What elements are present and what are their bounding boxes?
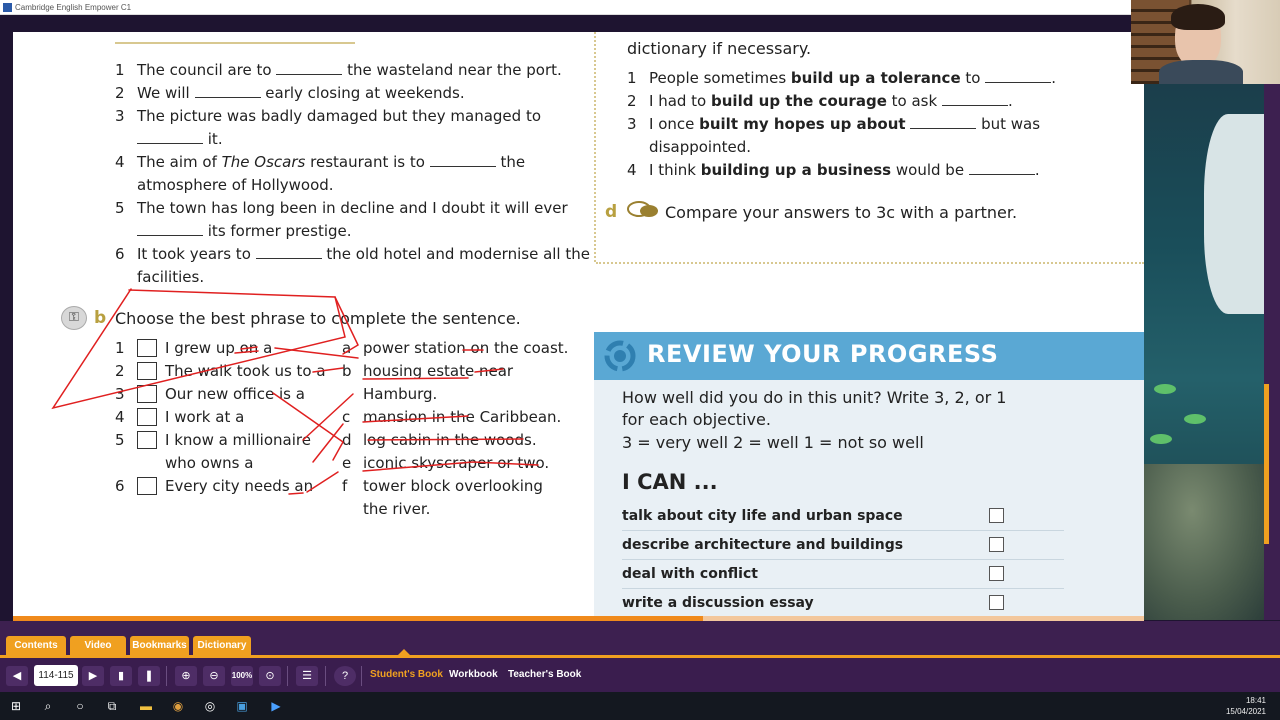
file-explorer-icon[interactable]: ▬ (140, 699, 152, 713)
pen-annotations (13, 32, 613, 532)
speech-bubble-icon (627, 200, 659, 220)
right-item-2: I had to build up the courage to ask . (649, 92, 1013, 110)
ending-text: mansion in the Caribbean. (363, 408, 562, 426)
active-book-pointer (398, 649, 410, 655)
column-divider (594, 32, 596, 262)
exercise-item-4: The aim of The Oscars restaurant is to the (137, 153, 526, 171)
item-number: 2 (115, 84, 125, 102)
single-page-button[interactable]: ▮ (110, 666, 132, 686)
separator (361, 666, 362, 686)
toolbox-icon[interactable]: ☰ (296, 666, 318, 686)
review-header (594, 332, 1144, 380)
right-intro: dictionary if necessary. (627, 39, 812, 58)
exercise-item-1: The council are to the wasteland near the port. (137, 61, 562, 79)
pair-work-instruction: Compare your answers to 3c with a partner. (665, 203, 1018, 222)
scrollbar-thumb[interactable] (1264, 384, 1269, 544)
book-page (13, 32, 1144, 620)
exercise-item-6: It took years to the old hotel and modernise all the (137, 245, 590, 263)
obs-icon[interactable]: ◎ (204, 699, 216, 713)
start-number: 1 (115, 339, 125, 357)
fish (1154, 384, 1176, 394)
cortana-icon[interactable]: ○ (76, 699, 84, 713)
help-button[interactable]: ? (334, 666, 356, 686)
tab-dictionary[interactable]: Dictionary (193, 636, 251, 655)
title-bar (0, 0, 1131, 15)
start-text: I know a millionaire (165, 431, 311, 449)
prev-page-button[interactable]: ◀ (6, 666, 28, 686)
section-letter: b (94, 308, 107, 328)
start-number: 6 (115, 477, 125, 495)
start-number: 4 (115, 408, 125, 426)
start-number: 3 (115, 385, 125, 403)
ending-text-line2: Hamburg. (363, 385, 438, 403)
review-panel (594, 332, 1144, 620)
exercise-item-5: The town has long been in decline and I doubt it will ever (137, 199, 568, 217)
start-number: 2 (115, 362, 125, 380)
right-item-3: I once built my hopes up about but was (649, 115, 1041, 133)
item-number: 2 (627, 92, 637, 110)
objective-row: deal with conflict (622, 560, 1064, 589)
start-text: I work at a (165, 408, 245, 426)
item-number: 6 (115, 245, 125, 263)
app-icon (3, 3, 12, 12)
separator (325, 666, 326, 686)
webcam-video (1131, 0, 1280, 84)
next-page-button[interactable]: ▶ (82, 666, 104, 686)
item-number: 4 (115, 153, 125, 171)
person-shirt (1159, 60, 1243, 84)
separator (166, 666, 167, 686)
ending-text: power station on the coast. (363, 339, 569, 357)
section-divider (596, 262, 1144, 264)
tab-video[interactable]: Video (70, 636, 126, 655)
tab-students-book[interactable]: Student's Book (370, 669, 443, 680)
item-number: 1 (115, 61, 125, 79)
tab-contents[interactable]: Contents (6, 636, 66, 655)
start-text-line2: who owns a (165, 454, 254, 472)
clock-date: 15/04/2021 (1225, 707, 1266, 716)
ending-text-line2: the river. (363, 500, 431, 518)
ending-letter: c (342, 408, 351, 426)
objective-row: write a discussion essay (622, 589, 1064, 618)
navigation-toolbar (0, 658, 1280, 692)
aquarium-image (1144, 84, 1264, 620)
exercise-item-3-line2: it. (137, 129, 223, 149)
exercise-item-4-line2: atmosphere of Hollywood. (137, 176, 334, 194)
section-letter: d (605, 202, 618, 222)
item-number: 4 (627, 161, 637, 179)
windows-taskbar (0, 692, 1280, 720)
page-number-input[interactable]: 114-115 (34, 665, 78, 686)
exercise-item-2: We will early closing at weekends. (137, 84, 465, 102)
start-text: Our new office is a (165, 385, 305, 403)
tab-bookmarks[interactable]: Bookmarks (130, 636, 189, 655)
chrome-icon[interactable]: ◉ (172, 699, 184, 713)
right-item-4: I think building up a business would be . (649, 161, 1040, 179)
ending-text: housing estate near (363, 362, 514, 380)
system-clock (1226, 695, 1266, 717)
tab-workbook[interactable]: Workbook (449, 669, 498, 680)
clock-time: 18:41 (1245, 696, 1266, 705)
objective-checkbox[interactable] (989, 595, 1004, 610)
ending-letter: f (342, 477, 348, 495)
ebook-app-icon[interactable]: ▣ (236, 699, 248, 713)
ending-letter: a (342, 339, 352, 357)
objective-row: talk about city life and urban space (622, 502, 1064, 531)
exercise-item-6-line2: facilities. (137, 268, 205, 286)
toolbar-gap (0, 621, 1280, 634)
exercise-item-5-line2: its former prestige. (137, 221, 352, 241)
right-item-1: People sometimes build up a tolerance to . (649, 69, 1057, 87)
ending-text: tower block overlooking (363, 477, 543, 495)
start-number: 5 (115, 431, 125, 449)
separator (287, 666, 288, 686)
review-title: REVIEW YOUR PROGRESS (647, 340, 999, 368)
objective-row: describe architecture and buildings (622, 531, 1064, 560)
ending-text: log cabin in the woods. (363, 431, 537, 449)
review-question: How well did you do in this unit? Write 3, 2, or 1 (622, 388, 1007, 407)
item-number: 3 (115, 107, 125, 125)
zoom-in-icon[interactable]: ⊕ (175, 666, 197, 686)
scrollbar[interactable] (1264, 84, 1280, 620)
tab-teachers-book[interactable]: Teacher's Book (508, 669, 582, 680)
review-scale: 3 = very well 2 = well 1 = not so well (622, 433, 924, 452)
zoom-100-button[interactable]: 100% (231, 666, 253, 686)
fish (1184, 414, 1206, 424)
zoom-fit-icon[interactable]: ⊙ (259, 666, 281, 686)
ending-letter: e (342, 454, 352, 472)
task-view-icon[interactable]: ⧉ (107, 699, 117, 713)
start-text: I grew up on a (165, 339, 273, 357)
key-icon[interactable]: ⚿ (61, 306, 87, 330)
item-number: 5 (115, 199, 125, 217)
zoom-app-icon[interactable]: ▶ (271, 699, 281, 713)
diver (1204, 114, 1264, 314)
ending-letter: d (342, 431, 352, 449)
exercise-item-3: The picture was badly damaged but they managed to (137, 107, 542, 125)
person-hair (1171, 4, 1225, 30)
objective-checkbox[interactable] (989, 566, 1004, 581)
windows-start-icon[interactable]: ⊞ (10, 699, 22, 713)
section-instruction: Choose the best phrase to complete the sentence. (115, 309, 521, 328)
start-text: Every city needs an (165, 477, 314, 495)
zoom-out-icon[interactable]: ⊖ (203, 666, 225, 686)
fish (1150, 434, 1172, 444)
item-number: 3 (627, 115, 637, 133)
objective-checkbox[interactable] (989, 537, 1004, 552)
i-can-heading: I CAN ... (622, 470, 718, 494)
objective-checkbox[interactable] (989, 508, 1004, 523)
coral-reef (1144, 464, 1264, 620)
bookmark-button[interactable]: ❚ (138, 666, 160, 686)
review-question-line2: for each objective. (622, 410, 771, 429)
item-number: 1 (627, 69, 637, 87)
ending-letter: b (342, 362, 352, 380)
progress-cycle-icon (602, 338, 638, 374)
window-title: Cambridge English Empower C1 (15, 3, 132, 12)
start-text: The walk took us to a (165, 362, 326, 380)
ending-text: iconic skyscraper or two. (363, 454, 550, 472)
panel-tabs (0, 634, 1280, 656)
search-icon[interactable]: ⌕ (44, 699, 52, 713)
right-item-3-line2: disappointed. (649, 138, 751, 156)
